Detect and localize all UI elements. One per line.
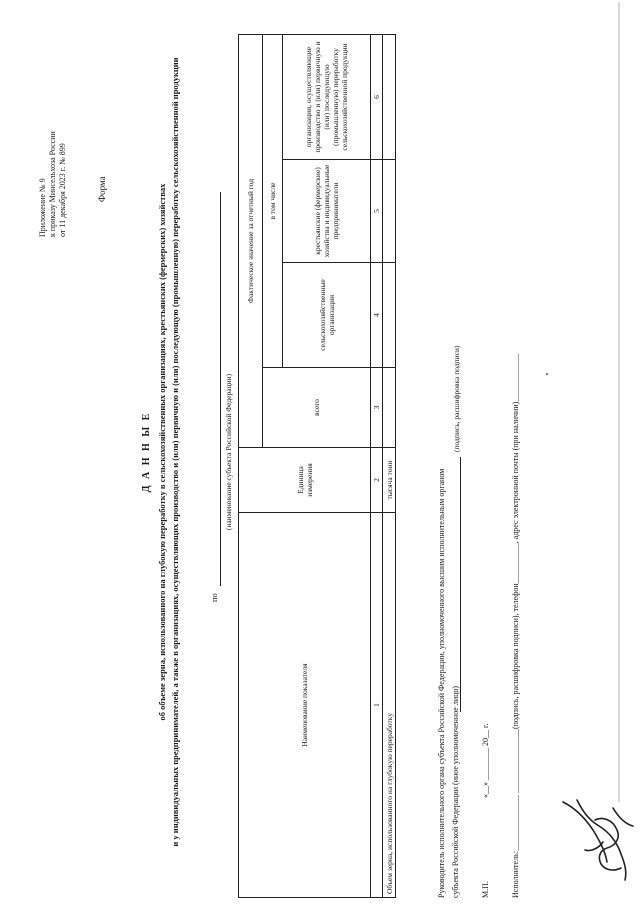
row-indicator: Объем зерна, использованного на глубокую переработку [383,513,396,898]
header-total: всего [263,368,371,448]
header-unit: Единица измерения [239,448,371,513]
scan-speck [546,373,548,375]
header-including: в том числе [263,34,283,367]
header-indicator: Наименование показателя [239,513,371,898]
document-title: Д А Н Н Ы Е [141,411,152,493]
header-actual: Фактическое значение за отчетный год [239,34,263,447]
column-number: 3 [371,368,383,448]
appendix-line: от 11 декабря 2023 г. № 899 [58,143,67,237]
cell-total[interactable] [383,368,396,448]
document-subtitle: об объеме зерна, использованного на глубокую переработку в сельскохозяйственных организациях, крестьянских (фермерских) хозяйствах [157,183,167,721]
executor-line: Исполнитель:______________ ________________(подпись, расшифровка подписи), телефон__________, адрес электронной почты (при наличии)____________ [511,353,520,898]
header-processors: организации, осуществляющие производство и (или) первичную и (или) последующую (промышленную) переработку сельскохозяйственной продукции [283,34,371,159]
appendix-line: к приказу Минсельхоза России [48,131,57,237]
appendix-line: Приложение № 9 [38,178,47,237]
appendix-block [38,131,68,237]
column-number: 2 [371,448,383,513]
handwritten-signature [555,790,640,885]
signatory-line: Руководитель исполнительного органа субъекта Российской Федерации, уполномоченного высшим исполнительным органом [437,468,446,898]
column-number: 1 [371,513,383,898]
cell-agro-orgs[interactable] [383,263,396,368]
data-table [238,34,396,898]
cell-processors[interactable] [383,34,396,159]
signatory-line: субъекта Российской Федерации (иное уполномоченное лицо) [451,685,460,898]
header-agro-orgs: сельскохозяйственные организации [283,263,371,368]
column-number: 5 [371,160,383,263]
signature-field-line [460,457,461,712]
cell-farms[interactable] [383,160,396,263]
column-number: 6 [371,34,383,159]
rotated-form [20,2,620,902]
column-number-row [371,34,383,897]
signature-hint: (подпись, расшифровка подписи) [452,345,461,452]
header-farms: крестьянские (фермерские) хозяйства и индивидуальные предприниматели [283,160,371,263]
document-subtitle: и у индивидуальных предпринимателей, а также в организациях, осуществляющих производство и (или) первичную и (или) последующую (промышленную) переработку сельскохозяйственной продукции [170,57,180,847]
region-hint: (наименование субъекта Российской Федерации) [224,373,233,531]
page-edge-shadow [618,2,620,802]
stamp-label: М.П. [481,881,490,898]
row-unit: тысяча тонн [383,448,396,513]
table-row [383,34,396,897]
region-prefix: по [209,593,219,602]
date-line: «__» ________ 20__ г. [481,723,490,798]
column-number: 4 [371,263,383,368]
region-field-line [220,192,221,586]
form-label: Форма [97,176,107,202]
